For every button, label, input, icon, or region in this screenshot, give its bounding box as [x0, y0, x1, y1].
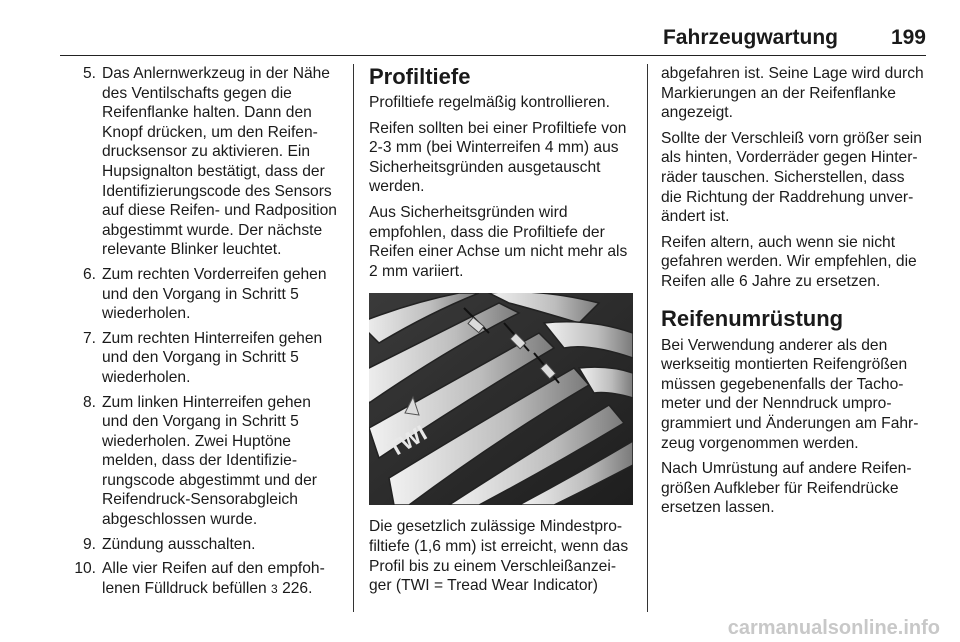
column-2 — [369, 64, 633, 602]
list-item: 7. Zum rechten Hinterreifen gehen und den Vorgang in Schritt 5 wiederholen. — [82, 329, 323, 386]
list-item: 9. Zündung ausschalten. — [82, 535, 256, 553]
paragraph: Profiltiefe regelmäßig kontrollieren. — [369, 94, 610, 111]
figure-caption: Die gesetzlich zulässige Mindestprofiltiefe (1,6 mm) ist erreicht, wenn das Profil bis zu einem Verschleißanzeiger (TWI = Tread Wear Indicator) — [369, 518, 629, 595]
paragraph: Sollte der Verschleiß vorn größer sein als hinten, Vorderräder gegen Hinterräder tauschen. Sicherstellen, dass die Richtung der Raddrehung unverändert ist. — [661, 129, 922, 226]
column-3 — [661, 64, 927, 524]
paragraph: Aus Sicherheitsgründen wird empfohlen, dass die Profiltiefe der Reifen einer Achse um nicht mehr als 2 mm variiert. — [369, 203, 628, 280]
list-item: 5. Das Anlernwerkzeug in der Nähe des Ventilschafts gegen die Reifenflanke halten. Dann den Knopf drücken, um den Reifendrucksensor zu aktivieren. Ein Hupsignalton bestätigt, dass der Identifizierungscode des Sensors auf diese Reifen- und Radposition abgestimmt wurde. Der nächste relevante Blinker leuchtet. — [82, 65, 337, 259]
page-reference-icon[interactable]: 3 — [271, 581, 278, 596]
twi-label: TWI — [383, 420, 432, 463]
page-header — [60, 26, 926, 56]
header-rule — [60, 55, 926, 56]
column-1 — [60, 64, 340, 604]
paragraph: Reifen altern, auch wenn sie nicht gefahren werden. Wir empfehlen, die Reifen alle 6 Jahre zu ersetzen. — [661, 233, 917, 290]
paragraph: Nach Umrüstung auf andere Reifengrößen Aufkleber für Reifendrücke ersetzen lassen. — [661, 460, 912, 517]
step-list — [60, 64, 340, 599]
page-number: 199 — [890, 26, 926, 49]
page-reference[interactable]: 226. — [277, 579, 313, 597]
paragraph: abgefahren ist. Seine Lage wird durch Markierungen an der Reifenflanke angezeigt. — [661, 65, 924, 122]
tire-tread-illustration — [369, 293, 633, 505]
paragraph: Bei Verwendung anderer als den werkseitig montierten Reifengrößen müssen gegebenenfalls der Tachometer und der Nenndruck umprogrammiert und Änderungen am Fahrzeug vorgenommen werden. — [661, 336, 919, 452]
heading-reifenumruestung: Reifenumrüstung — [661, 305, 844, 331]
paragraph: Reifen sollten bei einer Profiltiefe von 2-3 mm (bei Winterreifen 4 mm) aus Sicherheitsgründen ausgetauscht werden. — [369, 119, 627, 196]
column-divider-1 — [353, 64, 354, 612]
heading-profiltiefe: Profiltiefe — [369, 64, 471, 89]
column-divider-2 — [647, 64, 648, 612]
list-item: 8. Zum linken Hinterreifen gehen und den Vorgang in Schritt 5 wiederholen. Zwei Huptöne melden, dass der Identifizierungscode abgestimmt und der Reifendruck-Sensorabgleich abgeschlossen wurde. — [82, 393, 317, 529]
list-item: 10. Alle vier Reifen auf den empfohlenen Fülldruck befüllen 3 226. — [74, 560, 325, 597]
section-title: Fahrzeugwartung — [662, 26, 838, 49]
list-item: 6. Zum rechten Vorderreifen gehen und den Vorgang in Schritt 5 wiederholen. — [82, 265, 327, 323]
watermark: carmanualsonline.info — [727, 617, 940, 639]
